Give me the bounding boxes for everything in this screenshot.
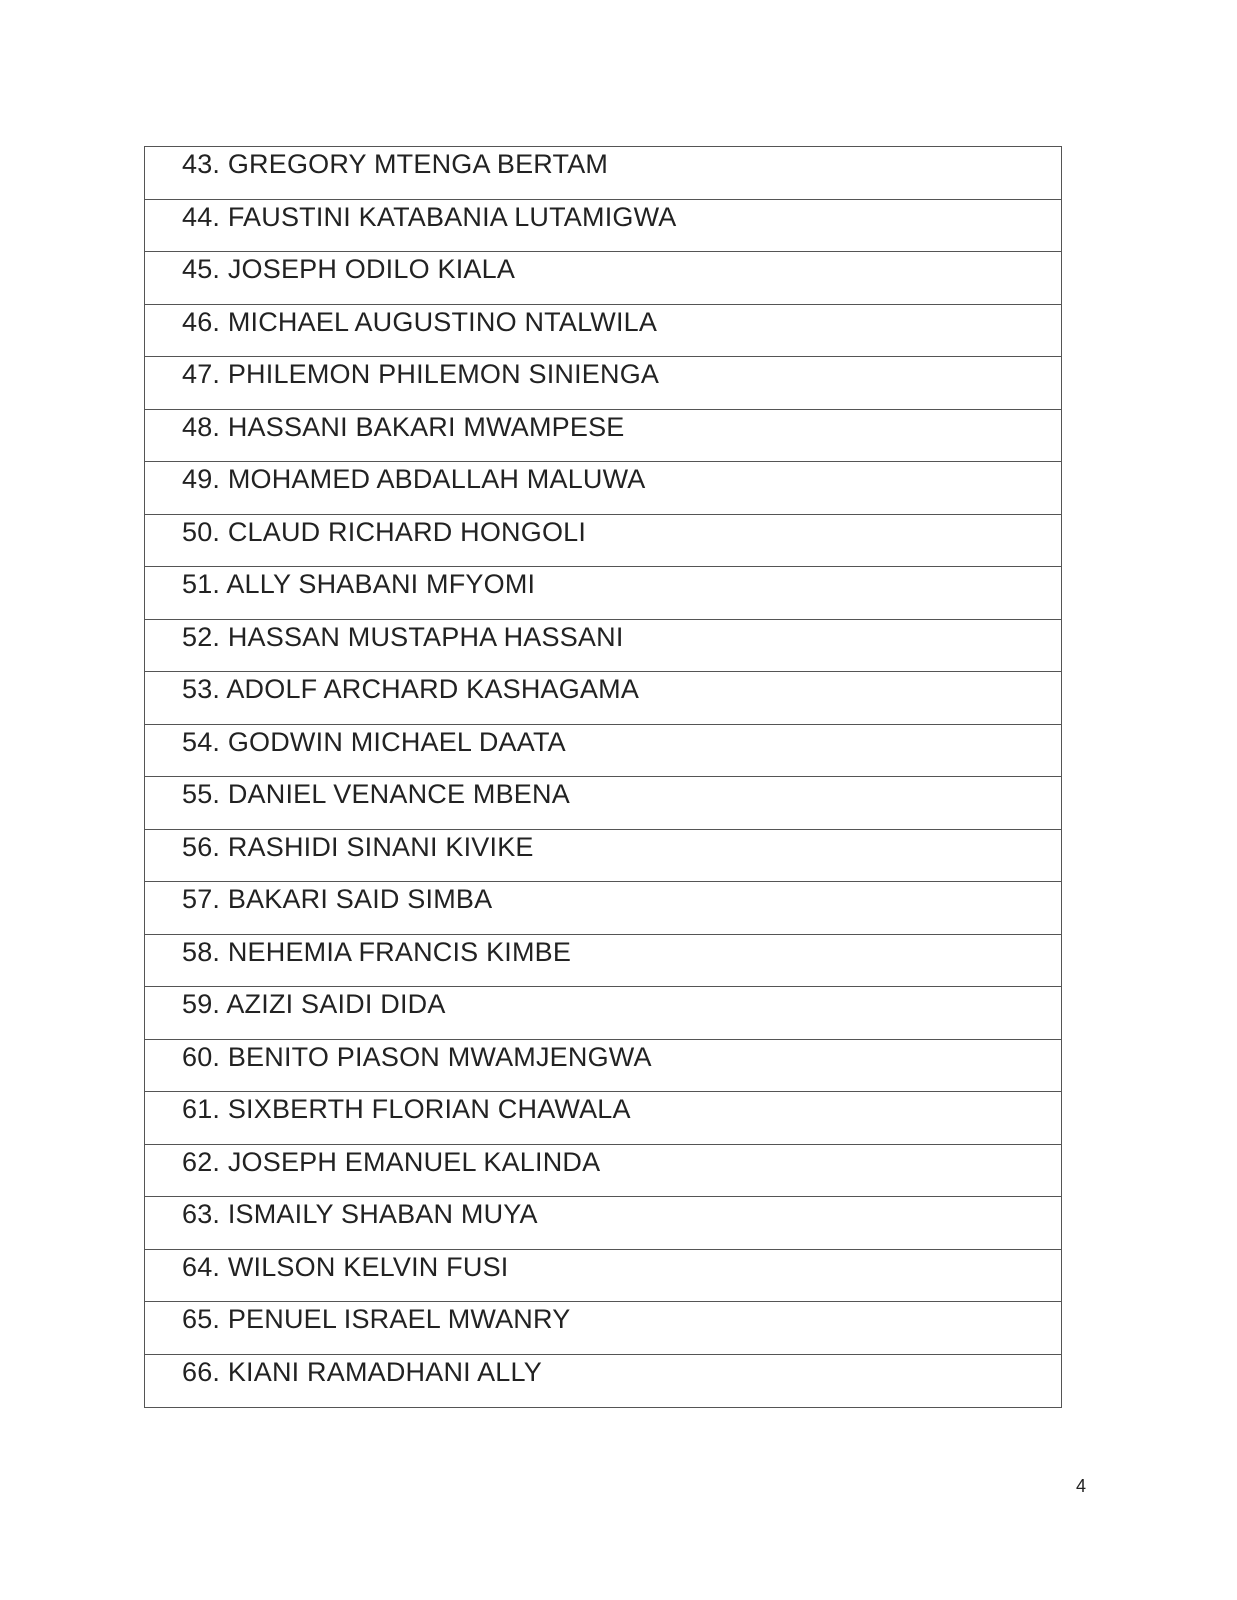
table-row [145,777,1061,830]
name-entry: 43. GREGORY MTENGA BERTAM [182,149,609,179]
table-row [145,567,1061,620]
table-row [145,515,1061,568]
table-row [145,462,1061,515]
name-entry: 61. SIXBERTH FLORIAN CHAWALA [182,1094,631,1124]
table-row [145,1092,1061,1145]
table-row [145,1355,1061,1408]
table-row [145,935,1061,988]
table-row [145,1197,1061,1250]
page-number: 4 [1076,1476,1087,1496]
table-row [145,1250,1061,1303]
name-entry: 63. ISMAILY SHABAN MUYA [182,1199,538,1229]
name-entry: 58. NEHEMIA FRANCIS KIMBE [182,936,572,967]
table-row [145,357,1061,410]
name-entry: 44. FAUSTINI KATABANIA LUTAMIGWA [182,201,677,232]
name-entry: 64. WILSON KELVIN FUSI [182,1251,509,1282]
table-row [145,1040,1061,1093]
name-entry: 47. PHILEMON PHILEMON SINIENGA [182,359,660,389]
table-row [145,672,1061,725]
table-row [145,725,1061,778]
table-row [145,147,1061,200]
table-row [145,882,1061,935]
name-entry: 60. BENITO PIASON MWAMJENGWA [182,1041,652,1072]
table-row [145,252,1061,305]
name-entry: 45. JOSEPH ODILO KIALA [182,254,516,284]
name-entry: 52. HASSAN MUSTAPHA HASSANI [182,621,624,652]
table-row [145,410,1061,463]
name-entry: 66. KIANI RAMADHANI ALLY [182,1356,542,1387]
name-entry: 55. DANIEL VENANCE MBENA [182,779,570,809]
names-table [144,146,1062,1408]
name-entry: 48. HASSANI BAKARI MWAMPESE [182,411,625,442]
name-entry: 59. AZIZI SAIDI DIDA [182,989,446,1019]
name-entry: 49. MOHAMED ABDALLAH MALUWA [182,464,646,494]
name-entry: 62. JOSEPH EMANUEL KALINDA [182,1146,601,1177]
name-entry: 56. RASHIDI SINANI KIVIKE [182,831,534,862]
name-entry: 57. BAKARI SAID SIMBA [182,884,493,914]
table-row [145,305,1061,358]
table-row [145,1145,1061,1198]
name-entry: 53. ADOLF ARCHARD KASHAGAMA [182,674,640,704]
table-row [145,987,1061,1040]
table-row [145,620,1061,673]
name-entry: 46. MICHAEL AUGUSTINO NTALWILA [182,306,658,337]
table-row [145,200,1061,253]
table-row [145,830,1061,883]
name-entry: 51. ALLY SHABANI MFYOMI [182,569,536,599]
name-entry: 54. GODWIN MICHAEL DAATA [182,726,566,757]
table-row [145,1302,1061,1355]
name-entry: 50. CLAUD RICHARD HONGOLI [182,516,587,547]
name-entry: 65. PENUEL ISRAEL MWANRY [182,1304,571,1334]
